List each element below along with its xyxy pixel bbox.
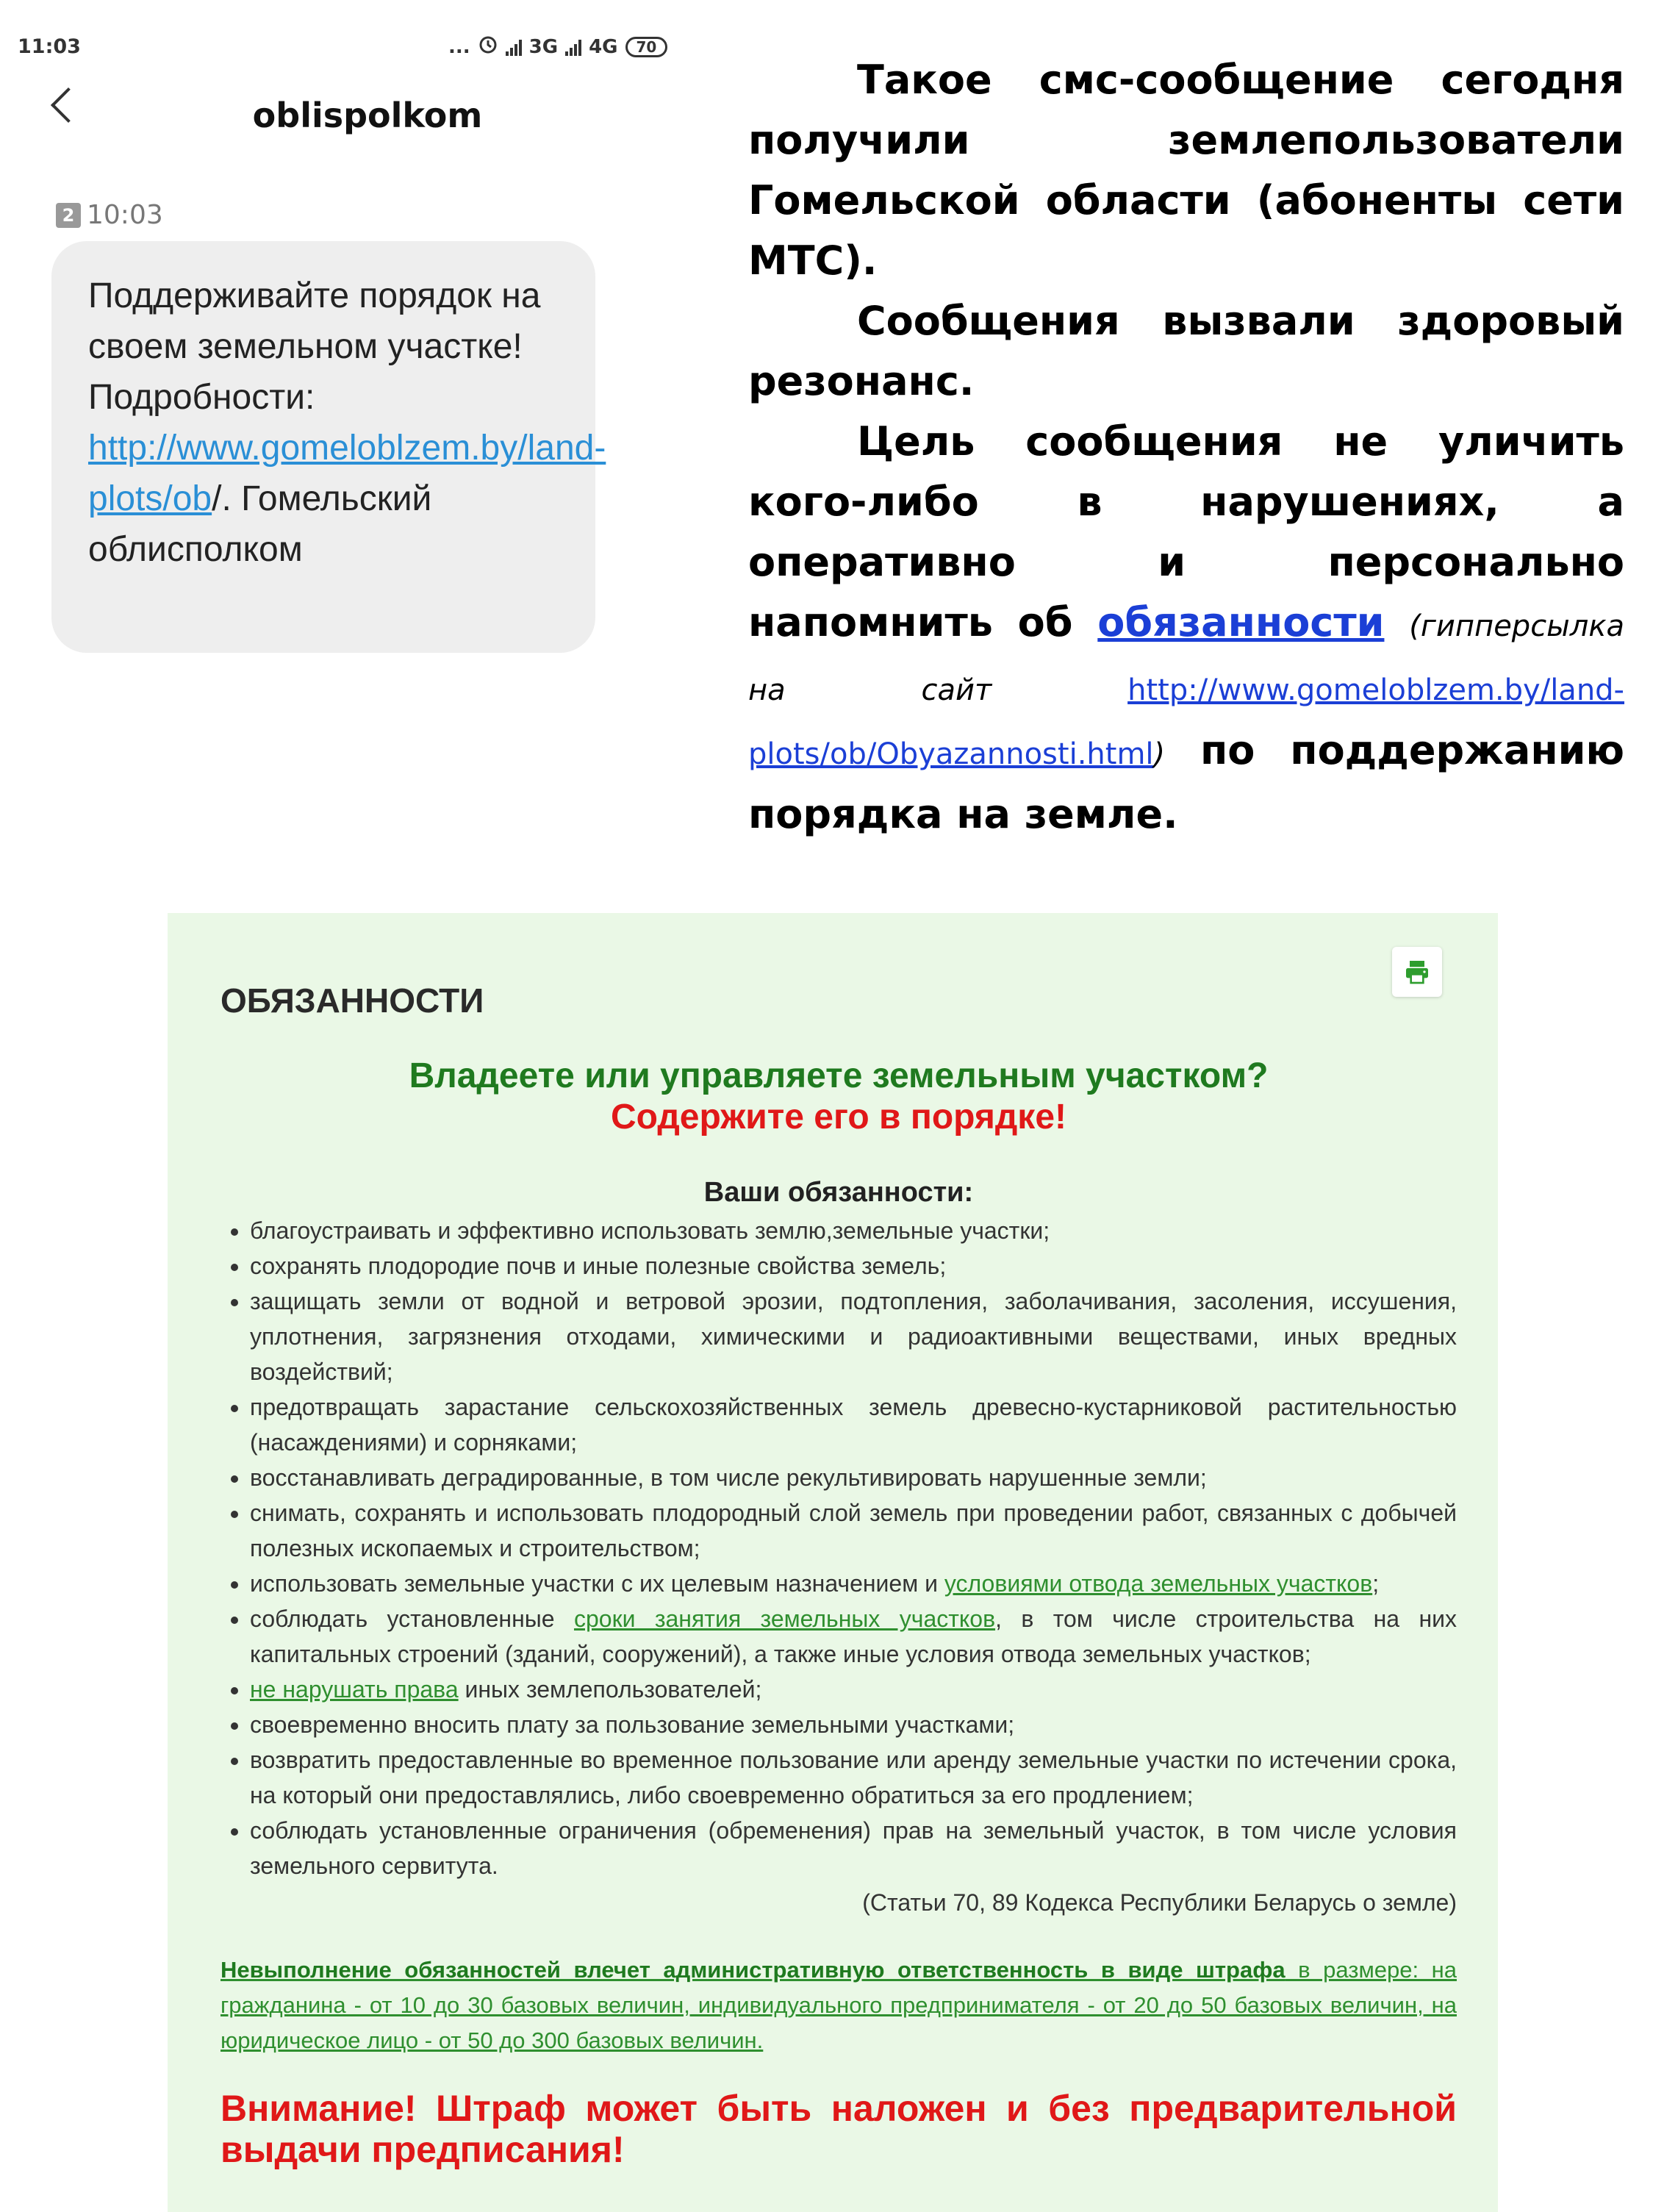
duty-item: • снимать, сохранять и использовать плодородный слой земель при проведении работ, связанных с добычей полезных ископаемых и строительством; bbox=[250, 1495, 1457, 1566]
duty-item: • восстанавливать деградированные, в том числе рекультивировать нарушенные земли; bbox=[250, 1460, 1457, 1495]
message-text: Поддерживайте порядок на своем земельном участке! Подробности: http://www.gomeloblzem.by/land-plots/ob/. Гомельский облисполком bbox=[88, 276, 606, 569]
article-text bbox=[748, 50, 1624, 845]
back-arrow-icon[interactable] bbox=[51, 87, 86, 123]
page-title: ОБЯЗАННОСТИ bbox=[220, 981, 484, 1020]
network-4g-label: 4G bbox=[589, 35, 618, 58]
message-meta bbox=[56, 200, 163, 230]
message-time: 10:03 bbox=[87, 200, 163, 230]
duties-url-link[interactable]: http://www.gomeloblzem.by/land-plots/ob/Obyazannosti.html bbox=[748, 673, 1624, 771]
duty-link[interactable]: сроки занятия земельных участков bbox=[573, 1606, 996, 1632]
duty-item: • сохранять плодородие почв и иные полезные свойства земель; bbox=[250, 1248, 1457, 1284]
chat-title: oblispolkom bbox=[252, 96, 483, 135]
website-screenshot bbox=[168, 913, 1498, 2212]
duty-item: • использовать земельные участки с их целевым назначением и условиями отвода земельных участков; bbox=[250, 1566, 1457, 1601]
message-link[interactable]: http://www.gomeloblzem.by/land-plots/ob bbox=[88, 429, 606, 518]
lead-call: Содержите его в порядке! bbox=[610, 1098, 1066, 1137]
duty-item: • благоустраивать и эффективно использовать землю,земельные участки; bbox=[250, 1213, 1457, 1248]
status-time: 11:03 bbox=[18, 35, 81, 58]
article-paragraph: Цель сообщения не уличить кого-либо в нарушениях, а оперативно и персонально напомнить об обязанности (гипперсылка на сайт http://www.gomeloblzem.by/land-plots/ob/Obyazannosti.html) по поддержанию порядка на земле. bbox=[748, 418, 1624, 837]
alarm-icon bbox=[478, 34, 498, 60]
printer-icon bbox=[1402, 957, 1432, 987]
sms-screenshot bbox=[0, 0, 728, 676]
hyperlink-note: (гипперсылка на сайт http://www.gomeloblzem.by/land-plots/ob/Obyazannosti.html) bbox=[748, 609, 1624, 771]
fine-notice[interactable]: Невыполнение обязанностей влечет административную ответственность в виде штрафа в размере: на гражданина - от 10 до 30 базовых величин, индивидуального предпринимателя - от 20 до 50 базовых величин, на юридическое лицо - от 50 до 300 базовых величин. bbox=[220, 1957, 1457, 2053]
status-icons bbox=[448, 34, 667, 60]
more-dots-icon: ... bbox=[448, 35, 470, 58]
duty-item: • защищать земли от водной и ветровой эрозии, подтопления, заболачивания, засоления, иссушения, уплотнения, загрязнения отходами, химическими и радиоактивными веществами, иных вредных воздействий; bbox=[250, 1284, 1457, 1389]
sim-slot-icon: 2 bbox=[56, 203, 81, 228]
network-3g-label: 3G bbox=[528, 35, 559, 58]
legal-source: (Статьи 70, 89 Кодекса Республики Беларусь о земле) bbox=[862, 1889, 1457, 1916]
duty-item: • соблюдать установленные сроки занятия земельных участков, в том числе строительства на них капитальных строений (зданий, сооружений), а также иные условия отвода земельных участков; bbox=[250, 1601, 1457, 1672]
duty-item: • предотвращать зарастание сельскохозяйственных земель древесно-кустарниковой растительностью (насаждениями) и сорняками; bbox=[250, 1389, 1457, 1460]
battery-indicator: 70 bbox=[625, 37, 668, 57]
duty-item: • соблюдать установленные ограничения (обременения) прав на земельный участок, в том числе условия земельного сервитута. bbox=[250, 1813, 1457, 1883]
duty-link[interactable]: условиями отвода земельных участков bbox=[944, 1570, 1373, 1597]
duties-list bbox=[220, 1213, 1457, 1883]
duties-link[interactable]: обязанности bbox=[1097, 599, 1385, 645]
signal-icon bbox=[565, 38, 581, 56]
duties-title: Ваши обязанности: bbox=[703, 1177, 974, 1208]
message-bubble bbox=[51, 241, 606, 653]
warning-text: Внимание! Штраф может быть наложен и без предварительной выдачи предписания! bbox=[220, 2088, 1457, 2170]
duty-item: • возвратить предоставленные во временное пользование или аренду земельные участки по истечении срока, на который они предоставлялись, либо своевременно обратиться за его продлением; bbox=[250, 1742, 1457, 1813]
duty-item: • не нарушать права иных землепользователей; bbox=[250, 1672, 1457, 1707]
print-button[interactable] bbox=[1392, 947, 1442, 997]
duty-item: • своевременно вносить плату за пользование земельными участками; bbox=[250, 1707, 1457, 1742]
article-paragraph: Сообщения вызвали здоровый резонанс. bbox=[748, 298, 1624, 404]
signal-icon bbox=[506, 38, 522, 56]
duty-link[interactable]: не нарушать права bbox=[250, 1676, 459, 1703]
lead-question: Владеете или управляете земельным участком? bbox=[409, 1056, 1269, 1095]
article-paragraph: Такое смс-сообщение сегодня получили землепользователи Гомельской области (абоненты сети МТС). bbox=[748, 57, 1624, 284]
